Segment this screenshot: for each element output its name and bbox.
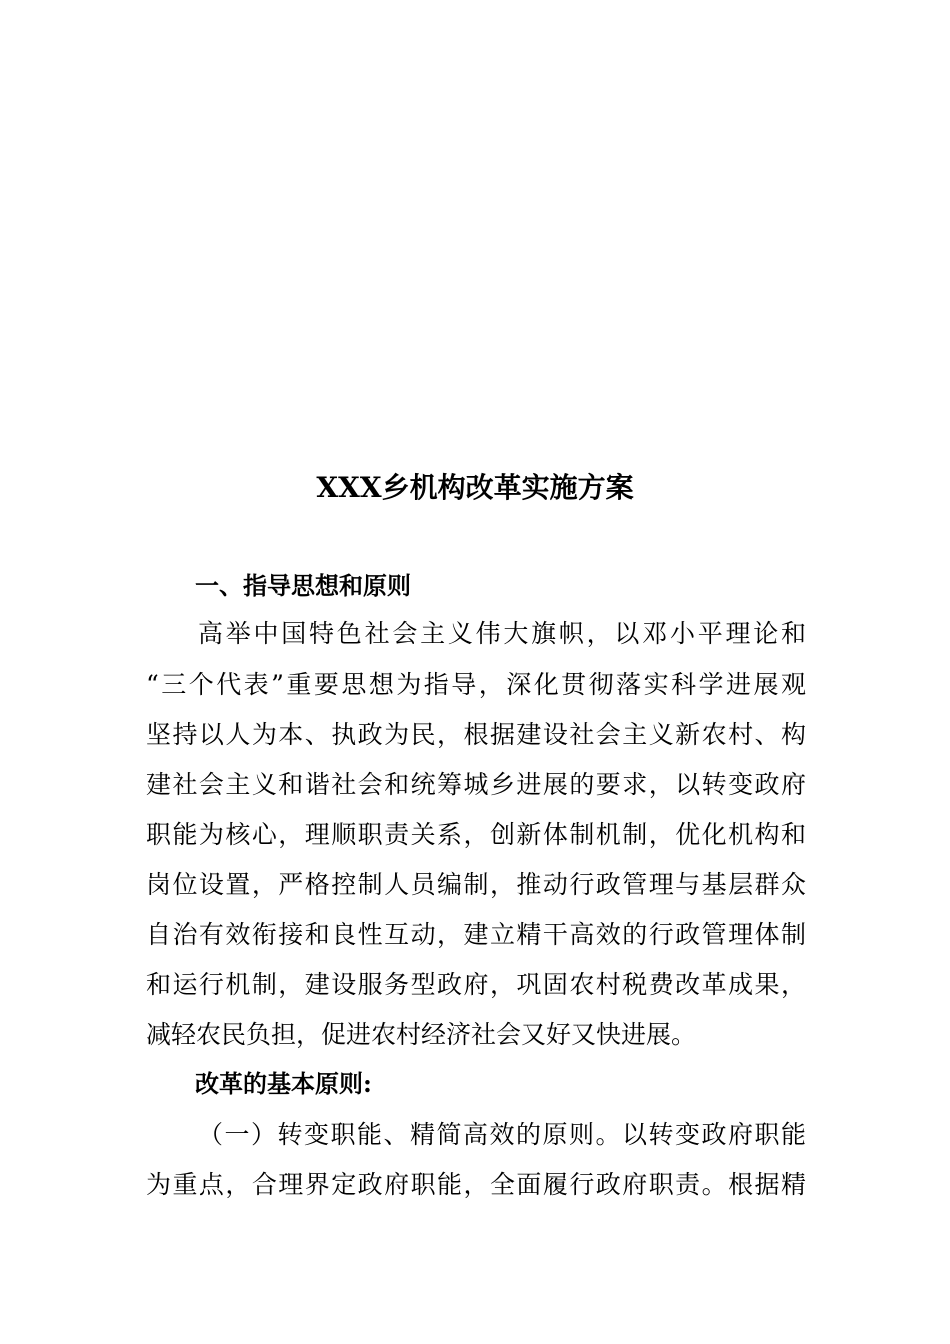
paragraph-line: 职能为核心，理顺职责关系，创新体制机制，优化机构和 (146, 820, 806, 849)
document-title: XXX乡机构改革实施方案 (316, 471, 634, 504)
paragraph-line: 高举中国特色社会主义伟大旗帜，以邓小平理论和 (198, 619, 806, 648)
section-heading-guiding-principles: 一、指导思想和原则 (195, 571, 411, 600)
paragraph-line: 减轻农民负担，促进农村经济社会又好又快进展。 (146, 1020, 697, 1049)
paragraph-line: （一）转变职能、精简高效的原则。以转变政府职能 (198, 1120, 806, 1149)
paragraph-line: 自治有效衔接和良性互动，建立精干高效的行政管理体制 (146, 920, 806, 949)
paragraph-line: 坚持以人为本、执政为民，根据建设社会主义新农村、构 (146, 720, 806, 749)
paragraph-line: 为重点，合理界定政府职能，全面履行政府职责。根据精 (146, 1170, 806, 1199)
section-heading-basic-principles: 改革的基本原则: (195, 1069, 372, 1098)
paragraph-line: 建社会主义和谐社会和统筹城乡进展的要求，以转变政府 (146, 770, 806, 799)
paragraph-line: “三个代表”重要思想为指导，深化贯彻落实科学进展观 (146, 670, 806, 699)
paragraph-line: 和运行机制，建设服务型政府，巩固农村税费改革成果， (146, 970, 806, 999)
paragraph-line: 岗位设置，严格控制人员编制，推动行政管理与基层群众 (146, 870, 806, 899)
